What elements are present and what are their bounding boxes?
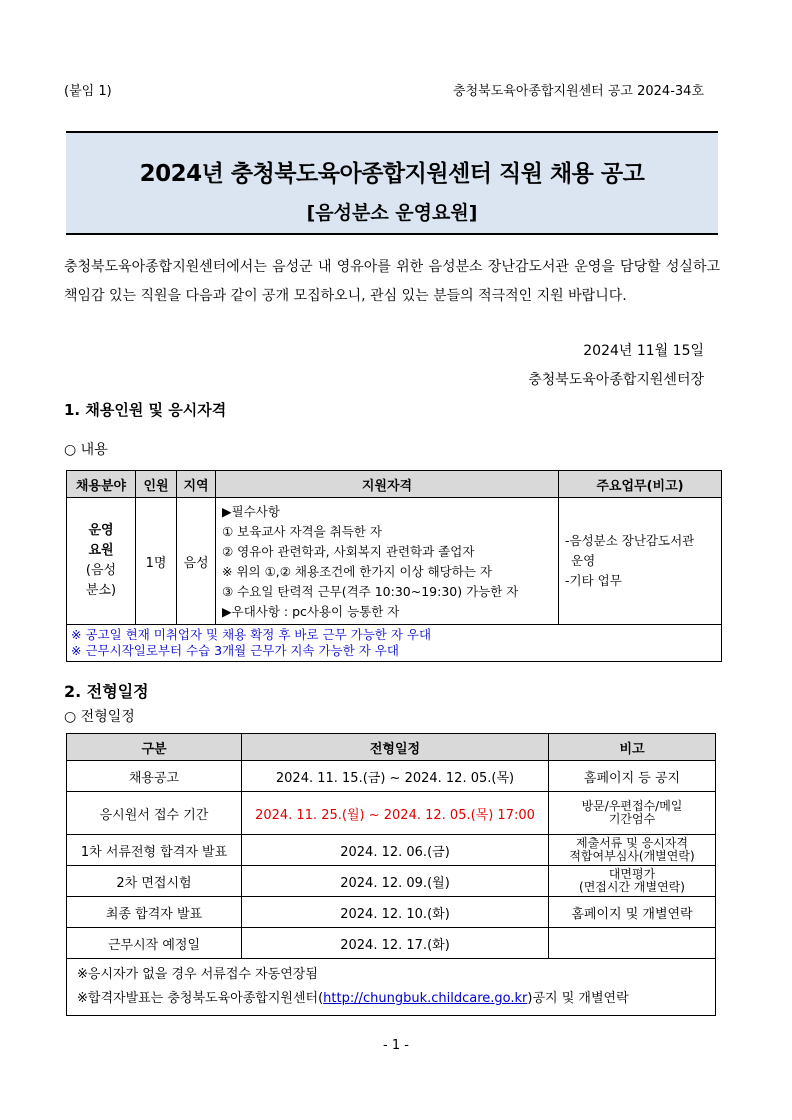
preference-notes [67, 625, 722, 662]
page-title: 2024년 충청북도육아종합지원센터 직원 채용 공고 [139, 161, 645, 187]
schedule-table [66, 733, 716, 1016]
page-subtitle: [음성분소 운영요원] [306, 202, 478, 224]
col-stage: 구분 [67, 734, 242, 761]
footnote-text: )공지 및 개별연락 [527, 991, 629, 1006]
duty-line: 운영 [571, 553, 596, 568]
date-cell: 2024. 11. 15.(금) ~ 2024. 12. 05.(목) [242, 761, 549, 792]
schedule-footnotes [67, 959, 716, 1016]
section2-heading: 2. 전형일정 [64, 682, 149, 701]
date-cell: 2024. 12. 06.(금) [242, 835, 549, 866]
note-cell [549, 792, 716, 835]
table-row [67, 928, 716, 959]
requirements-table [66, 470, 722, 662]
duty-line: -기타 업무 [565, 573, 622, 588]
date-cell: 2024. 12. 09.(월) [242, 866, 549, 897]
field-line: (음성 [85, 563, 117, 578]
footnote [77, 987, 705, 1011]
table-row [67, 835, 716, 866]
note-line: 대면평가 [608, 867, 656, 881]
issuer: 충청북도육아종합지원센터장 [528, 372, 704, 388]
date-cell: 2024. 11. 25.(월) ~ 2024. 12. 05.(목) 17:00 [242, 792, 549, 835]
title-box [66, 131, 718, 235]
section2-sub: ○ 전형일정 [64, 709, 135, 725]
col-note: 비고 [549, 734, 716, 761]
note-cell [549, 928, 716, 959]
stage-cell: 채용공고 [67, 761, 242, 792]
stage-cell: 근무시작 예정일 [67, 928, 242, 959]
note-cell [549, 866, 716, 897]
date-cell: 2024. 12. 10.(화) [242, 897, 549, 928]
table-row [67, 792, 716, 835]
note-line: 적합여부심사(개별연락) [569, 849, 695, 863]
col-field: 채용분야 [67, 471, 136, 498]
section1-heading: 1. 채용인원 및 응시자격 [64, 401, 227, 419]
col-qualification: 지원자격 [216, 471, 559, 498]
table-row [67, 761, 716, 792]
qualification-item: ③ 수요일 탄력적 근무(격주 10:30~19:30) 가능한 자 [222, 584, 519, 599]
qualification-item: ② 영유아 관련학과, 사회복지 관련학과 졸업자 [222, 544, 475, 559]
date-cell: 2024. 12. 17.(화) [242, 928, 549, 959]
section1-sub: ○ 내용 [64, 442, 108, 458]
intro-paragraph: 충청북도육아종합지원센터에서는 음성군 내 영유아를 위한 음성분소 장난감도서관 운영을 담당할 성실하고 책임감 있는 직원을 다음과 같이 공개 모집하오니, 관심 있는 분들의 적극적인 지원 바랍니다. [64, 259, 720, 304]
attachment-label: (붙임 1) [64, 84, 112, 99]
stage-cell: 응시원서 접수 기간 [67, 792, 242, 835]
count-cell: 1명 [136, 498, 177, 625]
stage-cell: 1차 서류전형 합격자 발표 [67, 835, 242, 866]
note-line: 제출서류 및 응시자격 [576, 836, 688, 850]
note-cell: 홈페이지 및 개별연락 [549, 897, 716, 928]
table-row [67, 897, 716, 928]
table-row [67, 866, 716, 897]
qualification-item: ▶우대사항 : pc사용이 능통한 자 [222, 604, 400, 619]
preference-note: ※ 근무시작일로부터 수습 3개월 근무가 지속 가능한 자 우대 [71, 643, 399, 658]
qualification-cell [216, 498, 559, 625]
note-line: 기간엄수 [608, 812, 656, 826]
col-date: 전형일정 [242, 734, 549, 761]
qualification-item: ※ 위의 ①,② 채용조건에 한가지 이상 해당하는 자 [222, 564, 492, 579]
field-line: 운영 [88, 523, 114, 538]
note-cell: 홈페이지 등 공지 [549, 761, 716, 792]
preference-note: ※ 공고일 현재 미취업자 및 채용 확정 후 바로 근무 가능한 자 우대 [71, 627, 432, 642]
note-row [67, 625, 722, 662]
region-cell: 음성 [177, 498, 216, 625]
table-header-row [67, 734, 716, 761]
field-cell [67, 498, 136, 625]
duty-cell [559, 498, 722, 625]
note-line: 방문/우편접수/메일 [581, 799, 683, 813]
page-number: - 1 - [383, 1038, 409, 1053]
footnote-row [67, 959, 716, 1016]
table-header-row [67, 471, 722, 498]
notice-number: 충청북도육아종합지원센터 공고 2024-34호 [453, 84, 704, 99]
duty-line: -음성분소 장난감도서관 [565, 533, 695, 548]
stage-cell: 2차 면접시험 [67, 866, 242, 897]
field-line: 요원 [88, 543, 114, 558]
col-region: 지역 [177, 471, 216, 498]
stage-cell: 최종 합격자 발표 [67, 897, 242, 928]
qualification-item: ▶필수사항 [222, 504, 280, 519]
homepage-link[interactable]: http://chungbuk.childcare.go.kr [323, 991, 528, 1006]
footnote: ※응시자가 없을 경우 서류접수 자동연장됨 [77, 967, 318, 982]
col-duty: 주요업무(비고) [559, 471, 722, 498]
notice-date: 2024년 11월 15일 [583, 343, 704, 359]
field-line: 분소) [85, 583, 117, 598]
col-count: 인원 [136, 471, 177, 498]
qualification-item: ① 보육교사 자격을 취득한 자 [222, 524, 382, 539]
footnote-text: ※합격자발표는 충청북도육아종합지원센터( [77, 991, 324, 1006]
note-cell [549, 835, 716, 866]
table-row [67, 498, 722, 625]
note-line: (면접시간 개별연락) [579, 880, 685, 894]
